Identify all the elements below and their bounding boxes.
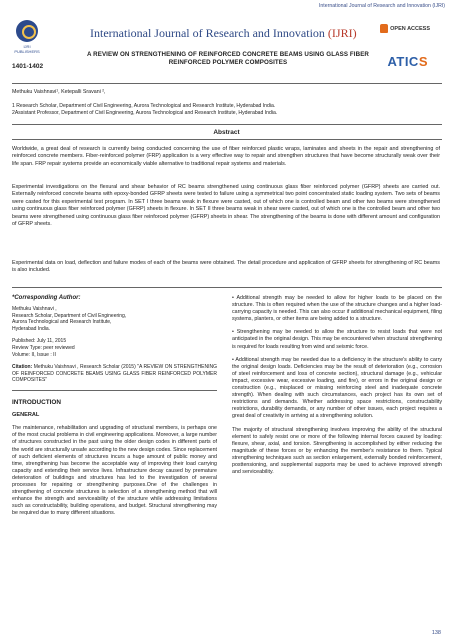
review-type: Review Type: peer reviewed [12, 345, 75, 352]
abstract-paragraph: Experimental data on load, deflection and failure modes of each of the beams were obtained. The detail procedure and application of GFRP sheets for strengthening of RC beams is also included. [12, 260, 440, 274]
volume: Volume: II, Issue : II [12, 351, 56, 358]
corr-line: Research Scholar, Department of Civil Engineering, [12, 312, 127, 319]
divider [12, 139, 442, 140]
abstract-heading: Abstract [213, 129, 240, 136]
authors: Methuku Vaishnavi¹, Ketepalli Sravani ², [12, 89, 106, 95]
introduction-heading: INTRODUCTION [12, 399, 61, 407]
divider [12, 287, 442, 288]
ijri-logo-icon [16, 20, 38, 42]
page-number: 138 [431, 630, 441, 636]
corr-line: Aurora Technological and Research Institute, [12, 319, 112, 326]
paper-title: A REVIEW ON STRENGTHENING OF REINFORCED CONCRETE BEAMS USING GLASS FIBER REINFORCED POLYMER COMPOSITES [87, 51, 369, 66]
general-paragraph: The maintenance, rehabilitation and upgrading of structural members, is perhaps one of the most crucial problems in civil engineering applications. Moreover, a large number of structures constructed in the past using the older design codes in different parts of the world are structurally unsafe according to the new design codes. Since replacement of such deficient elements of structures incurs a huge amount of public money and time, strengthening has become the acceptable way of improving their load carrying capacity and extending their service lives. Infrastructure decay caused by premature deterioration of buildings and structures has led to the investigation of several processes for repairing or strengthening purposes.One of the challenges in strengthening of concrete structures is selection of a strengthening method that will enhance the strength and serviceability of the structure while addressing limitations such as constructability, building operations, and budget. Structural strengthening may be required due to many different situations. [12, 425, 217, 517]
body-paragraph: The majority of structural strengthening involves improving the ability of the structural element to safely resist one or more of the following internal forces caused by loading: flexure, shear, axial, and torsion. Strengthening is accomplished by either reducing the magnitude of these forces or by enhancing the member's resistance to them. Typical strengthening techniques such as section enlargement, externally bonded reinforcement, posttensioning, and supplemental supports may be used to achieve improved strength and serviceability. [232, 426, 442, 476]
corresponding-author [12, 306, 217, 332]
affiliation-1: 1 Research Scholar, Department of Civil Engineering, Aurora Technological and Research Institute, Hyderabad India. [12, 103, 276, 109]
abstract-paragraph: Experimental investigations on the flexural and shear behavior of RC beams strengthened using continuous glass fiber reinforced polymer (GFRP) sheets are carried out. Externally reinforced concrete beams with epoxy-bonded GFRP sheets were tested to failure using a symmetrical two point concentrated static loading system. Two sets of beams were casted for this experimental test program. In SET I three beams weak in flexure were casted, out of which one is controlled beam and other two beams were strengthened using continuous glass fiber reinforced polymer (GFRP) sheets in flexure. In SET II three beams weak in shear were casted, out of which one is the controlled beam and other two beams were strengthened using continuous glass fiber reinforced polymer (GFRP) sheets in shear. The strengthening of the beams is done with different amount and configuration of GFRP sheets. [12, 184, 440, 228]
citation-label: Citation: [12, 364, 33, 371]
masthead [12, 20, 442, 82]
left-column [12, 295, 217, 523]
bullet-paragraph: • Additional strength may be needed due to a deficiency in the structure's ability to carry the original design loads. Deficiencies may be the result of deterioration (e.g., corrosion of steel reinforcement and loss of concrete section), structural damage (e.g., vehicular impact, excessive wear, excessive loading, and fire), or errors in the original design or construction (e.g., misplaced or missing reinforcing steel and inadequate concrete strength). When dealing with such circumstances, each project has its own set of restrictions and demands. Whether addressing space restrictions, constructability restrictions, durability demands, or any number of other issues, each project requires a great deal of creativity in arriving at a strengthening solution. [232, 356, 442, 420]
issn: 1401-1402 [12, 63, 44, 70]
open-lock-icon [380, 24, 388, 33]
atics-logo-a: ATIC [387, 54, 419, 69]
published-date: Published: July 11, 2015 [12, 338, 67, 345]
corr-line: Methuku Vaishnavi , [12, 306, 57, 313]
journal-name: International Journal of Research and Innovation [90, 26, 328, 40]
journal-title [90, 26, 357, 41]
bullet-paragraph: • Additional strength may be needed to allow for higher loads to be placed on the structure. This is often required when the use of the structure changes and a higher load-carrying capacity is needed. This can also occur if additional mechanical equipment, filing systems, planters, or other items are being added to a structure. [232, 295, 442, 323]
citation [12, 364, 217, 384]
citation-text: Methuku Vaishnavi , Research Scholar (2015) "A REVIEW ON STRENGTHENING OF REINFORCED CONCRETE BEAMS USING GLASS FIBER REINFORCED POLYMER COMPOSITES" [12, 364, 217, 384]
corresponding-author-heading: *Corresponding Author: [12, 295, 81, 301]
running-header: International Journal of Research and Innovation (IJRI) [318, 3, 445, 9]
publication-info [12, 338, 217, 358]
right-column [232, 295, 442, 482]
divider [12, 390, 217, 391]
divider [12, 83, 442, 84]
corr-line: Hyderabad India. [12, 325, 51, 332]
affiliation-2: 2Assistant Professor, Department of Civil Engineering, Aurora Technological and Research Institute, Hyderabad India. [12, 110, 278, 116]
general-heading: GENERAL [12, 412, 40, 419]
ijri-logo-tag: IJRI PUBLISHERS [14, 44, 40, 54]
abstract-paragraph: Worldwide, a great deal of research is currently being conducted concerning the use of fiber reinforced plastic wraps, laminates and sheets in the repair and strengthening of reinforced concrete members. Fiber-reinforced polymer (FRP) application is a very effective way to repair and strengthen structures that have become structurally weak over their life span. FRP repair systems provide an economically viable alternative to traditional repair systems and materials. [12, 146, 440, 167]
atics-logo-s: S [418, 54, 428, 69]
bullet-paragraph: • Strengthening may be needed to allow the structure to resist loads that were not anticipated in the original design. This may be encountered when structural strengthening is required for loads resulting from wind and seismic force. [232, 329, 442, 350]
open-access-badge [380, 24, 430, 33]
open-access-label: OPEN ACCESS [390, 25, 430, 32]
ijri-logo [12, 20, 42, 56]
affiliations [12, 103, 277, 117]
journal-abbr: (IJRI) [327, 26, 357, 40]
divider [12, 124, 442, 125]
atics-logo [387, 54, 428, 69]
